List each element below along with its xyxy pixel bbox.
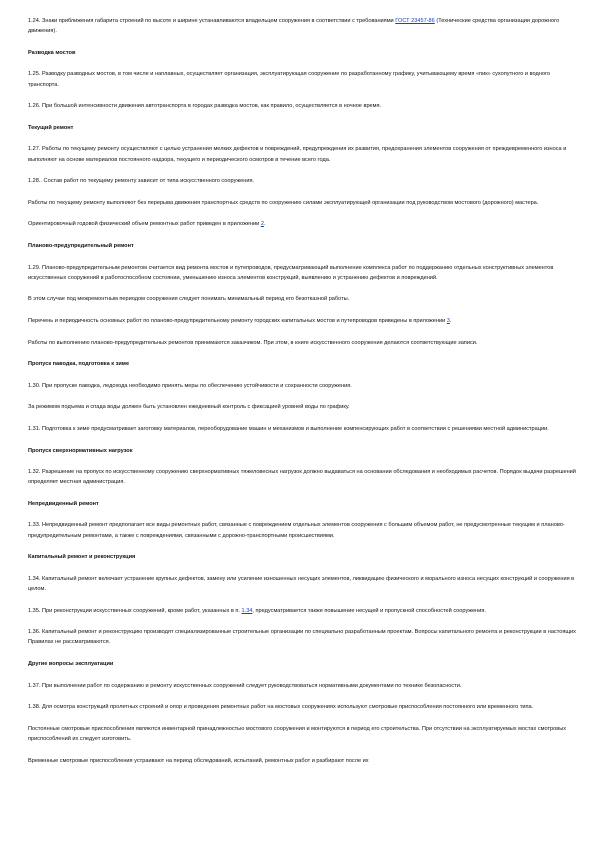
paragraph-text: (Технические средства организации дорожного движения). — [28, 18, 560, 35]
paragraph-text: 1.37. При выполнении работ по содержанию и ремонту искусственных сооружений следует руководствоваться нормативными документами по технике безопасности. — [28, 682, 462, 689]
paragraph-text: 1.31. Подготовка к зиме предусматривает заготовку материалов, переоборудование машин и механизмов и выполнение компенсирующих работ в соответствии с решениями местной администрации. — [28, 425, 549, 432]
paragraph — [28, 724, 580, 744]
section-heading: Пропуск паводка, подготовка к зиме — [28, 361, 130, 368]
paragraph-text: Временные смотровые приспособления устраивают на период обследований, испытаний, ремонтных работ и разбирают после их — [28, 757, 369, 764]
paragraph-text: 1.28.. Состав работ по текущему ремонту зависит от типа искусственного сооружения. — [28, 178, 255, 185]
paragraph — [28, 219, 580, 229]
paragraph-text: 1.30. При пропуске паводка, ледохода необходимо принять меры по обеспечению устойчивости и сохранности сооружения. — [28, 382, 352, 389]
paragraph — [28, 681, 580, 691]
paragraph — [28, 294, 580, 304]
paragraph-text: Перечень и периодичность основных работ по планово-предупредительному ремонту городских капитальных мостов и путепроводов приведены в приложении — [28, 317, 447, 324]
paragraph — [28, 198, 580, 208]
cross-reference-link[interactable]: 1.34 — [241, 607, 253, 614]
paragraph-text: За режимом подъема и спада воды должен быть установлен ежедневный контроль с фиксацией уровней воды по графику. — [28, 404, 350, 411]
cross-reference-link[interactable]: ГОСТ 23457-86 — [395, 18, 435, 24]
paragraph — [28, 338, 580, 348]
paragraph-text: 1.26. При большой интенсивности движения автотранспорта в городах разводка мостов, как правило, осуществляется в ночное время. — [28, 103, 382, 110]
paragraph-text: 1.32. Разрешение на пропуск по искусственному сооружению сверхнормативных тяжеловесных нагрузок должно выдаваться на основании обследования и необходимых расчетов. Порядок выдачи разрешений определяет местная администрация. — [28, 469, 576, 486]
section-heading: Планово-предупредительный ремонт — [28, 242, 134, 249]
paragraph — [28, 101, 580, 111]
paragraph-text: Работы по текущему ремонту выполняют без перерыва движения транспортных средств по сооружению силами эксплуатирующей организации под руководством мостового (дорожного) мастера. — [28, 199, 539, 206]
paragraph-text: 1.34. Капитальный ремонт включает устранение крупных дефектов, замену или усиление изношенных несущих элементов, ликвидацию физического и морального износа несущих конструкций и сооружения в целом. — [28, 575, 575, 593]
paragraph — [28, 756, 580, 766]
paragraph-text: 1.38. Для осмотра конструкций пролетных строений и опор и проведения ремонтных работ на мостовых сооружениях используют смотровые приспособления постоянного или временного типа. — [28, 704, 534, 711]
paragraph-text: 1.36. Капитальный ремонт и реконструкцию производят специализированные строительные организации по специально разработанным проектам. Вопросы капитального ремонта и реконструкции в настоящих Правилах не рассматриваются. — [28, 629, 576, 646]
paragraph — [28, 381, 580, 391]
document-body — [28, 16, 580, 777]
paragraph-text: , предусматривается также повышение несущей и пропускной способностей сооружения. — [252, 607, 486, 614]
section-heading: Капитальный ремонт и реконструкция — [28, 554, 136, 561]
paragraph-text: 1.33. Непредвиденный ремонт предполагает все виды ремонтных работ, связанные с повреждением отдельных элементов сооружения с большим объемом работ, не предусмотренные текущим и планово-предупредительным ремонтами, а также с повреждениями, связанными с дорожно-транспортными происшествиями. — [28, 522, 565, 539]
paragraph-text: 1.25. Разводку разводных мостов, в том числе и наплавных, осуществляет организация, эксплуатирующая сооружение по разработанному графику, учитывающему время «пик» сухопутного и водного транспорта. — [28, 71, 551, 88]
paragraph-text: В этом случае под межремонтным периодом сооружения следует понимать минимальный период его безотказной работы. — [28, 296, 350, 303]
paragraph-text: 1.27. Работы по текущему ремонту осуществляют с целью устранения мелких дефектов и повреждений, предупреждения их развития, предохранения элементов сооружения от преждевременного износа и выполняют на основе материалов постоянного надзора, текущего и периодического осмотров в течение всего года. — [28, 146, 567, 163]
paragraph-text: . — [449, 317, 452, 324]
paragraph — [28, 402, 580, 412]
paragraph-text: 1.35. При реконструкции искусственных сооружений, кроме работ, указанных в п. — [28, 607, 242, 614]
section-heading: Непредвиденный ремонт — [28, 500, 99, 507]
paragraph — [28, 627, 580, 647]
paragraph-text: Постоянные смотровые приспособления являются инвентарной принадлежностью мостового сооружения и монтируются в период его строительства. При отсутствии на эксплуатируемых мостах смотровых приспособлений их следует изготовить. — [28, 725, 567, 743]
paragraph — [28, 144, 580, 164]
paragraph-text: . — [263, 221, 266, 228]
paragraph-text: Ориентировочный годовой физический объем ремонтных работ приведен в приложении — [28, 221, 261, 228]
cross-reference-link[interactable]: 2 — [260, 221, 264, 228]
cross-reference-link[interactable]: 3 — [446, 317, 450, 324]
paragraph — [28, 467, 580, 487]
paragraph — [28, 69, 580, 89]
paragraph-text: Работы по выполнению планово-предупредительных ремонтов принимаются заказчиком. При этом, в книге искусственного сооружения делаются соответствующие записи. — [28, 339, 478, 346]
paragraph — [28, 316, 580, 326]
paragraph-text: 1.29. Планово-предупредительным ремонтом считается вид ремонта мостов и путепроводов, предусматривающий выполнение комплекса работ по поддержанию отдельных конструктивных элементов искусственных сооружений в работоспособном состоянии, уменьшению износа элементов конструкций, выявлению и устранению дефектов и повреждений. — [28, 264, 554, 281]
paragraph — [28, 176, 580, 186]
paragraph — [28, 702, 580, 712]
paragraph — [28, 574, 580, 594]
paragraph — [28, 606, 580, 616]
section-heading: Другие вопросы эксплуатации — [28, 661, 114, 668]
paragraph — [28, 263, 580, 283]
section-heading: Текущий ремонт — [28, 124, 74, 131]
paragraph — [28, 16, 580, 36]
paragraph-text: 1.24. Знаки приближения габарита строений по высоте и ширине устанавливаются владельцем сооружения в соответствии с требованиями — [28, 18, 396, 24]
section-heading: Пропуск сверхнормативных нагрузок — [28, 447, 133, 454]
section-heading: Разводка мостов — [28, 49, 76, 56]
paragraph — [28, 424, 580, 434]
paragraph — [28, 520, 580, 540]
